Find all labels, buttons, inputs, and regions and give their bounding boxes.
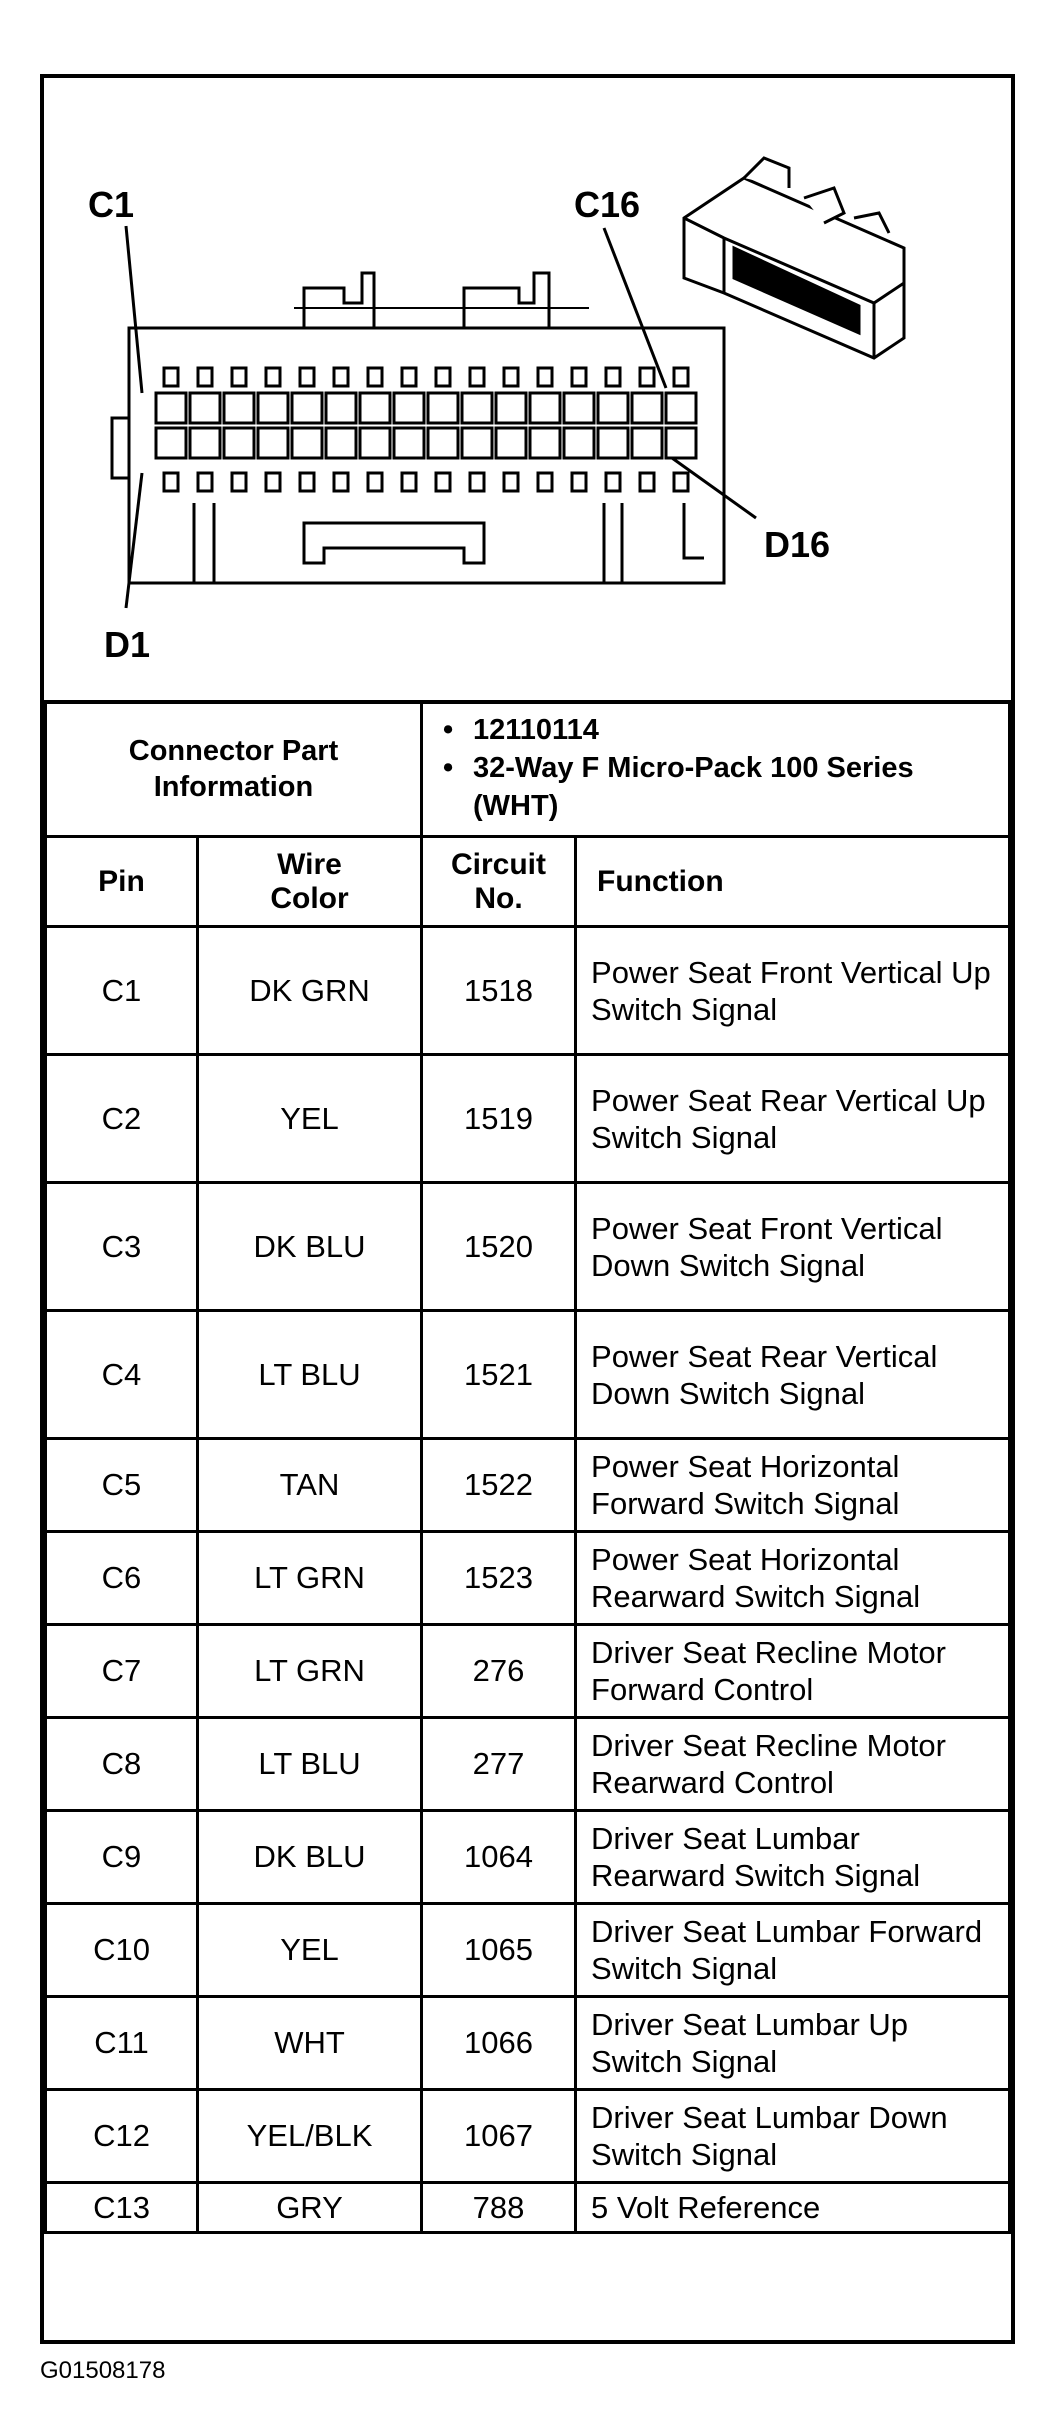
pin-cavity [564,428,594,458]
circuit-cell: 1519 [422,1055,576,1183]
header-circuit-no: Circuit No. [422,837,576,927]
pin-cavity [360,393,390,423]
pin-cavity [496,393,526,423]
table-row [46,1811,1010,1904]
header-wire-color: Wire Color [198,837,422,927]
function-cell: Power Seat Rear Vertical Down Switch Signal [576,1311,1010,1439]
table-row [46,927,1010,1055]
table-row [46,1625,1010,1718]
pin-cavity [334,368,348,386]
circuit-cell: 1521 [422,1311,576,1439]
pin-cavity [436,368,450,386]
pin-cavity [394,393,424,423]
circuit-cell: 788 [422,2183,576,2233]
pin-cavity [368,368,382,386]
pin-cavity [258,428,288,458]
pin-cell: C5 [46,1439,198,1532]
pin-cavity [598,428,628,458]
table-row [46,1904,1010,1997]
pin-grid [156,368,696,491]
wire-color-cell: WHT [198,1997,422,2090]
pin-cavity [436,473,450,491]
wire-color-cell: LT BLU [198,1311,422,1439]
pin-cavity [300,473,314,491]
function-cell: Power Seat Front Vertical Up Switch Signal [576,927,1010,1055]
function-cell: Driver Seat Lumbar Forward Switch Signal [576,1904,1010,1997]
pin-cavity [538,368,552,386]
pin-cavity [198,473,212,491]
pin-cavity [326,393,356,423]
pin-cell: C2 [46,1055,198,1183]
pin-cell: C11 [46,1997,198,2090]
pin-cavity [402,473,416,491]
pin-cavity [292,428,322,458]
pin-cavity [360,428,390,458]
pin-cell: C10 [46,1904,198,1997]
pin-cavity [504,473,518,491]
pin-cavity [572,473,586,491]
pin-cavity [394,428,424,458]
pin-cavity [640,368,654,386]
pin-cavity [292,393,322,423]
function-cell: Driver Seat Lumbar Up Switch Signal [576,1997,1010,2090]
connector-diagram [44,78,1011,704]
pin-cavity [190,393,220,423]
pin-cavity [326,428,356,458]
pin-cavity [232,473,246,491]
function-cell: Driver Seat Lumbar Down Switch Signal [576,2090,1010,2183]
pinout-table [44,700,1011,2234]
pin-cavity [666,393,696,423]
connector-info-row [46,702,1010,837]
pin-cavity [334,473,348,491]
pin-cavity [156,393,186,423]
pin-cavity [530,393,560,423]
pin-cavity [428,393,458,423]
function-cell: Power Seat Rear Vertical Up Switch Signal [576,1055,1010,1183]
pin-cavity [164,368,178,386]
pin-cavity [428,428,458,458]
part-number: • 12110114 [443,711,994,749]
wire-color-cell: YEL [198,1904,422,1997]
circuit-cell: 1066 [422,1997,576,2090]
pin-cavity [368,473,382,491]
circuit-cell: 1064 [422,1811,576,1904]
pin-cell: C1 [46,927,198,1055]
circuit-cell: 276 [422,1625,576,1718]
pin-cavity [674,368,688,386]
circuit-cell: 1522 [422,1439,576,1532]
connector-face-drawing [44,78,1011,698]
pin-cavity [640,473,654,491]
function-cell: Driver Seat Recline Motor Rearward Control [576,1718,1010,1811]
function-cell: Driver Seat Lumbar Rearward Switch Signal [576,1811,1010,1904]
label-c16: C16 [574,184,641,225]
function-cell: Driver Seat Recline Motor Forward Control [576,1625,1010,1718]
pin-cavity [572,368,586,386]
table-row [46,1718,1010,1811]
pin-cavity [496,428,526,458]
table-row [46,1311,1010,1439]
pin-cavity [198,368,212,386]
pin-cavity [674,473,688,491]
table-row [46,1183,1010,1311]
figure-code: G01508178 [40,2357,166,2384]
wire-color-cell: DK BLU [198,1811,422,1904]
pin-cavity [258,393,288,423]
label-d1: D1 [104,624,151,665]
pin-cavity [666,428,696,458]
connector-document [40,74,1015,2344]
pin-cavity [470,473,484,491]
wire-color-cell: YEL [198,1055,422,1183]
circuit-cell: 1523 [422,1532,576,1625]
wire-color-cell: YEL/BLK [198,2090,422,2183]
function-cell: 5 Volt Reference [576,2183,1010,2233]
pin-cavity [462,428,492,458]
function-cell: Power Seat Front Vertical Down Switch Signal [576,1183,1010,1311]
circuit-cell: 1067 [422,2090,576,2183]
pin-cavity [598,393,628,423]
pin-cavity [300,368,314,386]
wire-color-cell: LT BLU [198,1718,422,1811]
pin-cavity [530,428,560,458]
pin-cell: C12 [46,2090,198,2183]
pin-cavity [164,473,178,491]
pin-cavity [606,473,620,491]
connector-info-label: Connector Part Information [46,702,422,837]
pin-cavity [190,428,220,458]
pin-cavity [156,428,186,458]
table-row [46,1532,1010,1625]
pin-cavity [606,368,620,386]
pin-cavity [224,428,254,458]
table-header-row [46,837,1010,927]
pin-cell: C6 [46,1532,198,1625]
wire-color-cell: GRY [198,2183,422,2233]
pin-cell: C7 [46,1625,198,1718]
label-c1: C1 [88,184,135,225]
pin-cavity [564,393,594,423]
pin-cavity [538,473,552,491]
wire-color-cell: LT GRN [198,1532,422,1625]
circuit-cell: 1520 [422,1183,576,1311]
pin-cavity [632,393,662,423]
pin-cavity [266,473,280,491]
label-d16: D16 [764,524,831,565]
function-cell: Power Seat Horizontal Rearward Switch Signal [576,1532,1010,1625]
pin-cavity [504,368,518,386]
pin-cavity [462,393,492,423]
table-row [46,1997,1010,2090]
table-row [46,1439,1010,1532]
pin-cavity [232,368,246,386]
pin-cavity [632,428,662,458]
pin-cavity [266,368,280,386]
wire-color-cell: LT GRN [198,1625,422,1718]
pin-cell: C13 [46,2183,198,2233]
circuit-cell: 277 [422,1718,576,1811]
header-pin: Pin [46,837,198,927]
pin-cell: C8 [46,1718,198,1811]
connector-type: • 32-Way F Micro-Pack 100 Series (WHT) [443,749,994,825]
function-cell: Power Seat Horizontal Forward Switch Signal [576,1439,1010,1532]
header-function: Function [576,837,1010,927]
pin-cavity [402,368,416,386]
wire-color-cell: DK BLU [198,1183,422,1311]
wire-color-cell: DK GRN [198,927,422,1055]
pin-cavity [470,368,484,386]
circuit-cell: 1518 [422,927,576,1055]
pin-cell: C3 [46,1183,198,1311]
circuit-cell: 1065 [422,1904,576,1997]
pin-cavity [224,393,254,423]
pin-cell: C9 [46,1811,198,1904]
pin-cell: C4 [46,1311,198,1439]
table-row [46,1055,1010,1183]
table-row [46,2090,1010,2183]
table-row [46,2183,1010,2233]
connector-info-details [422,702,1010,837]
wire-color-cell: TAN [198,1439,422,1532]
